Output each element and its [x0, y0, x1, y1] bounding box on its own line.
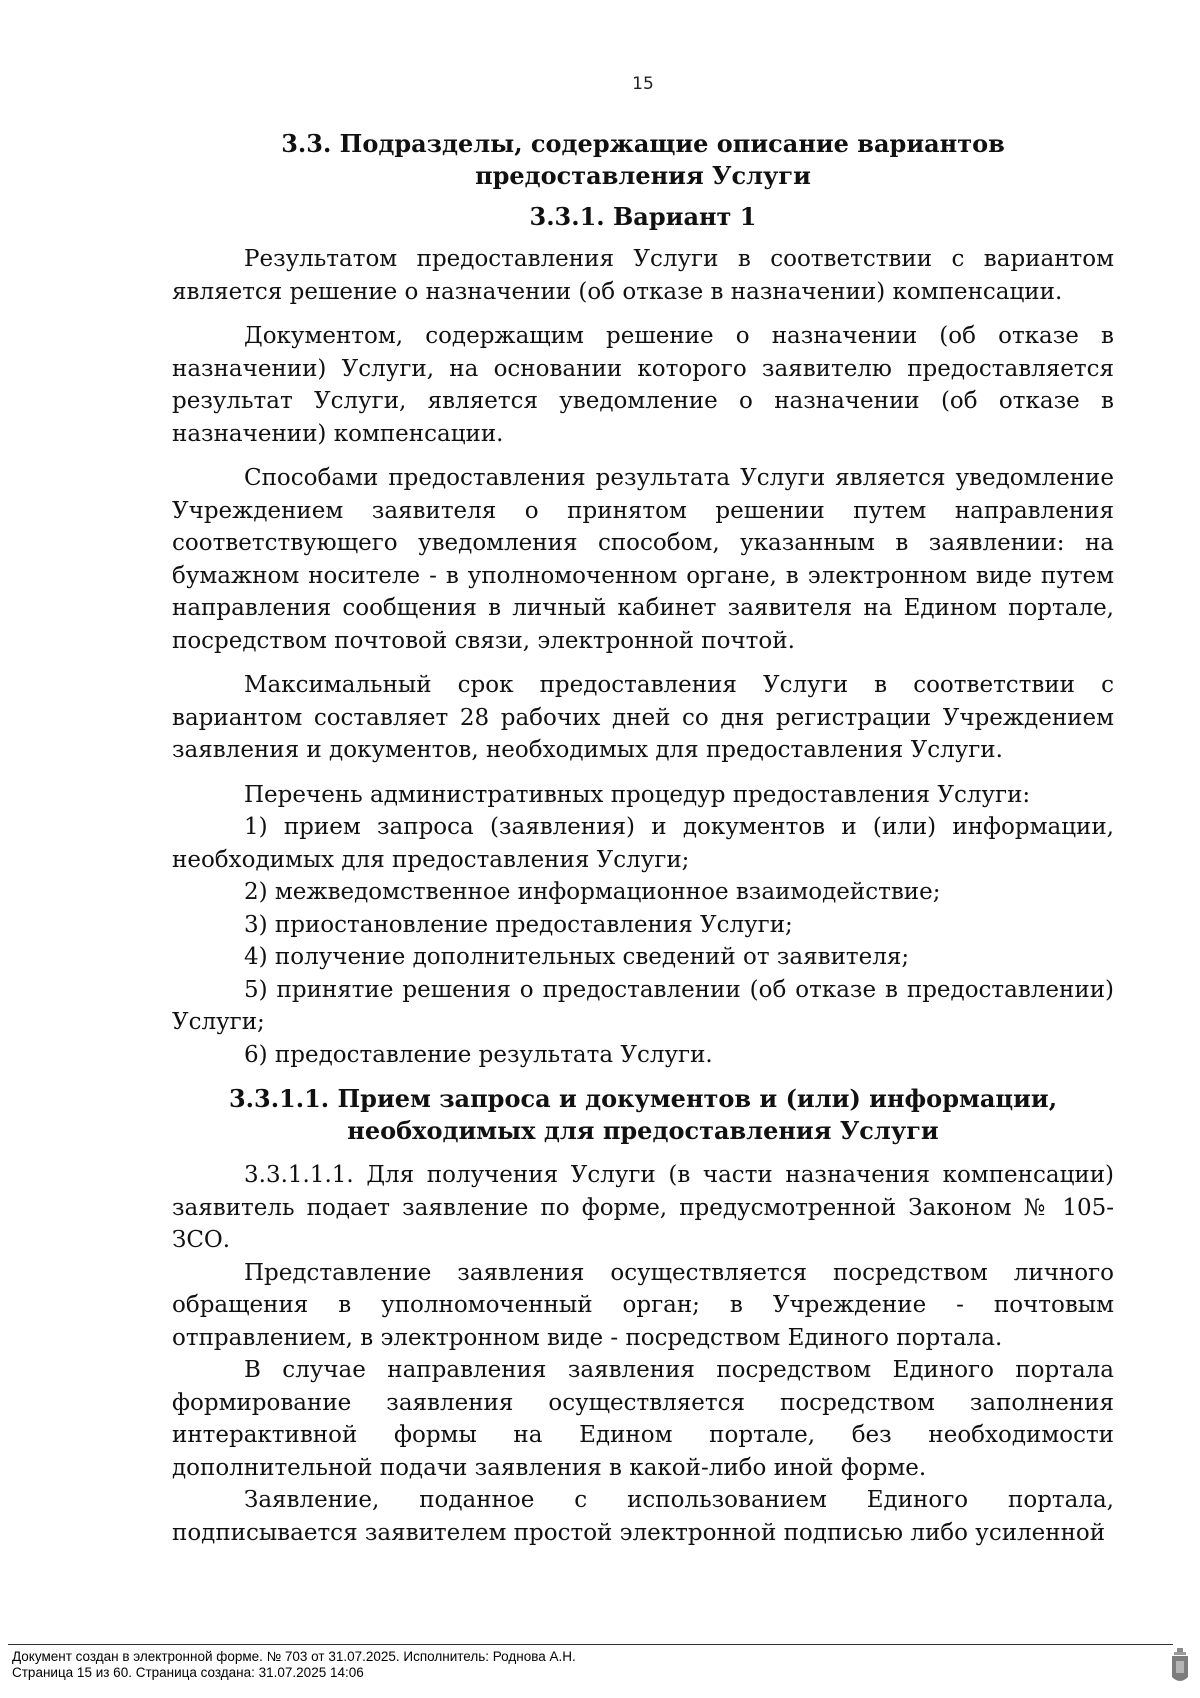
procedure-list-item: 2) межведомственное информационное взаимодействие; [244, 879, 941, 905]
footer-line-document: Документ создан в электронной форме. № 703 от 31.07.2025. Исполнитель: Роднова А.Н. [12, 1649, 576, 1664]
footer-divider [8, 1644, 1173, 1645]
footer [12, 1649, 576, 1681]
procedure-paragraph: 3.3.1.1.1. Для получения Услуги (в части назначения компенсации) заявитель подает заявление по форме, предусмотренной Законом № 105-ЗСО. [172, 1162, 1114, 1253]
procedure-paragraph: Представление заявления осуществляется посредством личного обращения в уполномоченный орган; в Учреждение - почтовым отправлением, в электронном виде - посредством Единого портала. [172, 1259, 1114, 1351]
paragraph-methods: Способами предоставления результата Услуги является уведомление Учреждением заявителя о принятом решении путем направления соответствующего уведомления способом, указанным в заявлении: на бумажном носителе - в уполномоченном органе, в электронном виде путем направления сообщения в личный кабинет заявителя на Едином портале, посредством почтовой связи, электронной почтой. [172, 465, 1114, 654]
procedure-list-item: 3) приостановление предоставления Услуги; [244, 911, 793, 938]
document-body [172, 128, 1114, 1549]
procedure-list [172, 779, 1114, 1072]
paragraph-result: Результатом предоставления Услуги в соответствии с вариантом является решение о назначении (об отказе в назначении) компенсации. [172, 246, 1114, 305]
paragraph-deadline: Максимальный срок предоставления Услуги в соответствии с вариантом составляет 28 рабочих дней со дня регистрации Учреждением заявления и документов, необходимых для предоставления Услуги. [172, 672, 1114, 763]
variant-heading: 3.3.1. Вариант 1 [529, 202, 757, 231]
procedure-paragraph: В случае направления заявления посредством Единого портала формирование заявления осуществляется посредством заполнения интерактивной формы на Едином портале, без необходимости дополнительной подачи заявления в какой-либо иной форме. [172, 1357, 1114, 1481]
procedure-list-item: 5) принятие решения о предоставлении (об отказе в предоставлении) Услуги; [172, 976, 1114, 1035]
coat-of-arms-icon [1170, 1647, 1190, 1687]
page-number: 15 [632, 74, 654, 94]
footer-line-page: Страница 15 из 60. Страница создана: 31.07.2025 14:06 [12, 1665, 364, 1680]
paragraph-document: Документом, содержащим решение о назначении (об отказе в назначении) Услуги, на основании которого заявителю предоставляется результат Услуги, является уведомление о назначении (об отказе в назначении) компенсации. [172, 323, 1114, 447]
procedure-list-item: 4) получение дополнительных сведений от заявителя; [244, 944, 910, 970]
procedure-list-item: 1) прием запроса (заявления) и документов и (или) информации, необходимых для предоставления Услуги; [172, 814, 1114, 873]
procedure-list-intro: Перечень административных процедур предоставления Услуги: [244, 781, 1031, 808]
section-heading: 3.3. Подразделы, содержащие описание вариантов предоставления Услуги [281, 129, 1005, 190]
procedure-paragraph: Заявление, поданное с использованием Единого портала, подписывается заявителем простой электронной подписью либо усиленной [172, 1487, 1114, 1546]
procedure-heading: 3.3.1.1. Прием запроса и документов и (или) информации, необходимых для предоставления Услуги [228, 1084, 1058, 1145]
procedure-list-item: 6) предоставление результата Услуги. [244, 1041, 713, 1068]
